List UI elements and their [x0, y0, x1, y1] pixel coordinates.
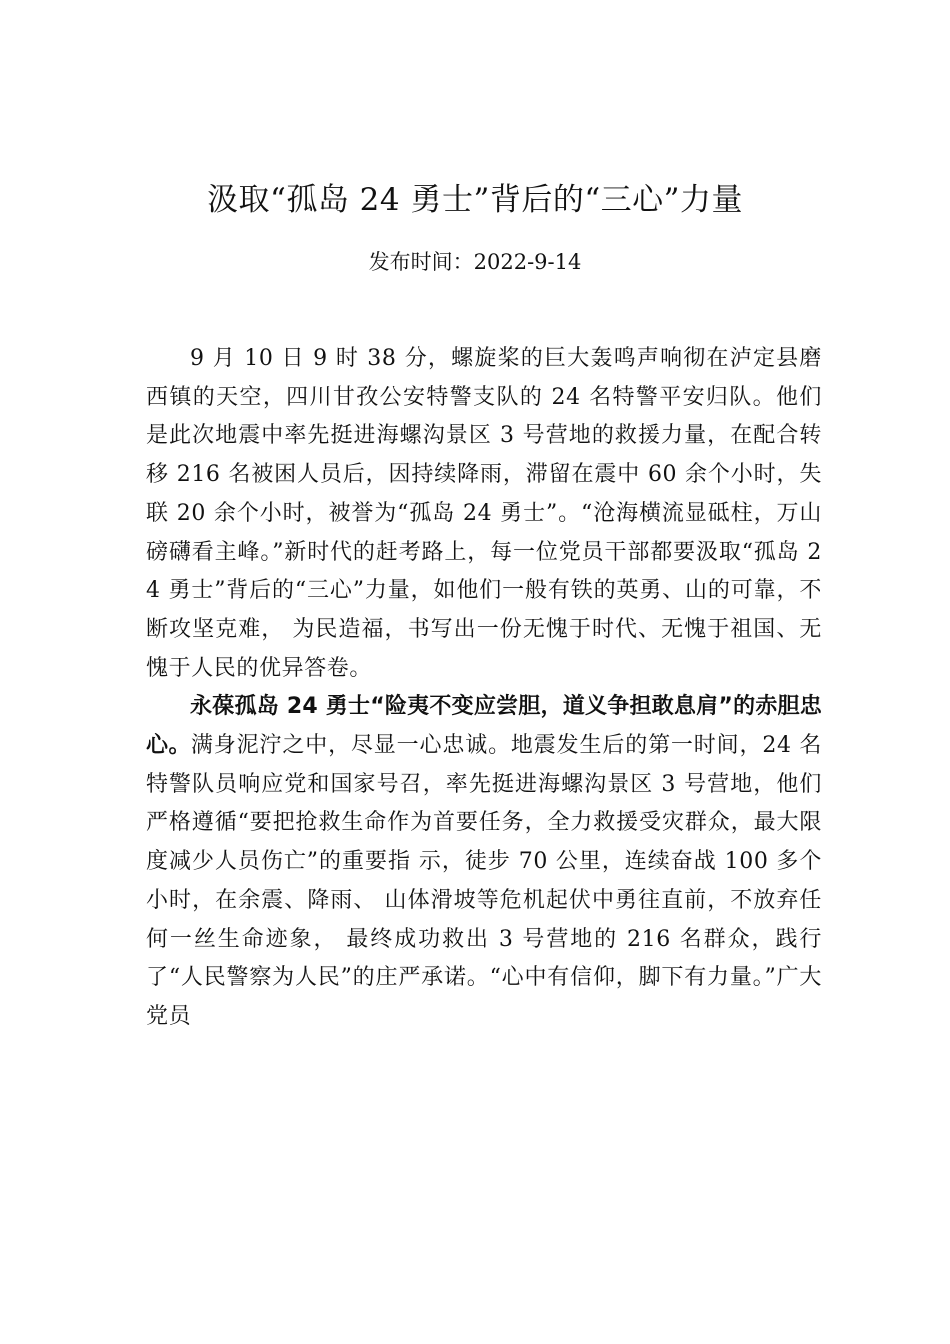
- document-body: [146, 340, 822, 1037]
- document-title: 汲取“孤岛 24 勇士”背后的“三心”力量: [206, 182, 744, 218]
- paragraph-lead-sentence: 永葆孤岛 24 勇士“险夷不变应尝胆，道义争担敢息肩”的赤胆忠心。: [146, 694, 822, 759]
- publish-date: 发布时间：2022-9-14: [368, 250, 582, 274]
- paragraph-text: 满身泥泞之中，尽显一心忠诚。地震发生后的第一时间，24 名特警队员响应党和国家号召，率先挺进海螺沟景区 3 号营地，他们严格遵循“要把抢救生命作为首要任务，全力救援受灾群众，最大限度减少人员伤亡”的重要指 示，徒步 70 公里，连续奋战 100 多个小时，在余震、降雨、 山体滑坡等危机起伏中勇往直前，不放弃任何一丝生命迹象， 最终成功救出 3 号营地的 216 名群众，践行了“人民警察为人民”的庄严承诺。“心中有信仰，脚下有力量。”广大党员: [146, 733, 822, 1029]
- paragraph-loyalty: [146, 688, 822, 1036]
- paragraph-text: 9 月 10 日 9 时 38 分，螺旋桨的巨大轰鸣声响彻在泸定县磨西镇的天空，四川甘孜公安特警支队的 24 名特警平安归队。他们是此次地震中率先挺进海螺沟景区 3 号营地的救援力量，在配合转移 216 名被困人员后，因持续降雨，滞留在震中 60 余个小时，失联 20 余个小时，被誉为“孤岛 24 勇士”。“沧海横流显砥柱，万山磅礴看主峰。”新时代的赶考路上，每一位党员干部都要汲取“孤岛 24 勇士”背后的“三心”力量，如他们一般有铁的英勇、山的可靠，不断攻坚克难， 为民造福，书写出一份无愧于时代、无愧于祖国、无愧于人民的优异答卷。: [146, 346, 822, 681]
- paragraph-intro: [146, 340, 822, 688]
